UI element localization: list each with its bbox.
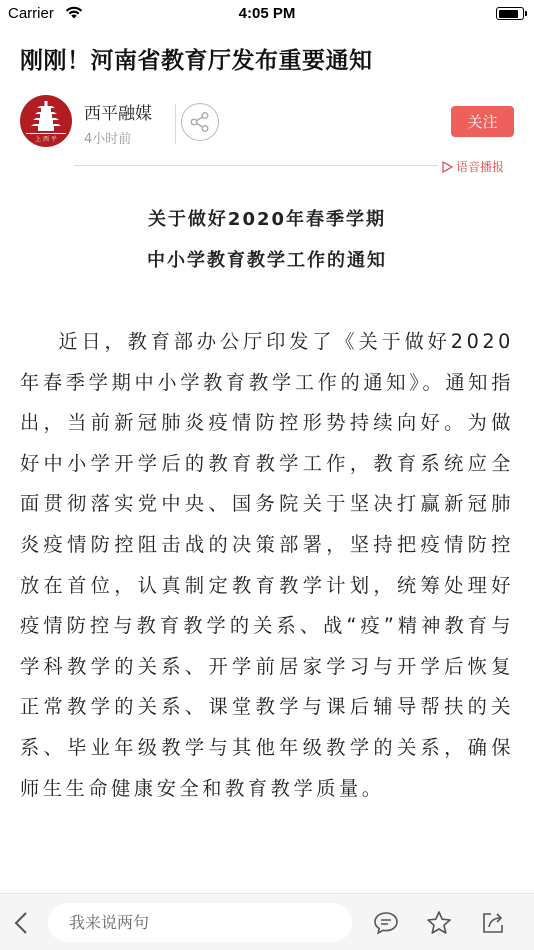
star-icon xyxy=(426,910,452,936)
comment-input[interactable] xyxy=(48,903,352,942)
battery-icon xyxy=(496,7,524,20)
article-subtitle-line2: 中小学教育教学工作的通知 xyxy=(147,250,387,271)
voice-broadcast-label: 语音播报 xyxy=(456,160,505,174)
author-divider xyxy=(175,104,176,144)
status-bar xyxy=(0,0,534,28)
comment-button[interactable] xyxy=(372,909,400,937)
comment-icon xyxy=(373,911,399,935)
play-triangle-icon xyxy=(441,161,453,173)
publish-time: 4小时前 xyxy=(84,132,132,147)
follow-button[interactable]: 关注 xyxy=(451,106,514,137)
author-avatar[interactable] xyxy=(20,95,72,147)
favorite-button[interactable] xyxy=(425,909,453,937)
article-paragraph: 近日，教育部办公厅印发了《关于做好2020年春季学期中小学教育教学工作的通知》。通知指出，当前新冠肺炎疫情防控形势持续向好。为做好中小学开学后的教育教学工作，教育系统应全面贯彻落实党中央、国务院关于坚决打赢新冠肺炎疫情防控阻击战的决策部署，坚持把疫情防控放在首位，认真制定教育教学计划，统筹处理好疫情防控与教育教学的关系、战“疫”精神教育与学科教学的关系、开学前居家学习与开学后恢复正常教学的关系、课堂教学与课后辅导帮扶的关系、毕业年级教学与其他年级教学的关系，确保师生生命健康安全和教育教学质量。 xyxy=(20,330,514,800)
back-button[interactable] xyxy=(8,908,34,938)
bottom-toolbar xyxy=(0,893,534,950)
article-title: 刚刚！河南省教育厅发布重要通知 xyxy=(20,47,373,74)
header-divider xyxy=(74,165,438,166)
share-out-icon xyxy=(480,910,506,936)
voice-broadcast-button[interactable] xyxy=(441,158,504,175)
back-arrow-icon xyxy=(14,911,28,935)
status-time: 4:05 PM xyxy=(238,5,296,22)
battery-fill xyxy=(499,10,519,18)
share-out-button[interactable] xyxy=(479,909,507,937)
article-subtitle-line1: 关于做好2020年春季学期 xyxy=(147,209,387,230)
share-button[interactable] xyxy=(181,103,219,141)
author-name[interactable]: 西平融媒 xyxy=(84,104,152,124)
share-nodes-icon xyxy=(189,111,211,133)
avatar-caption: 上 西 平 xyxy=(35,136,57,143)
carrier-label: Carrier xyxy=(8,5,54,22)
